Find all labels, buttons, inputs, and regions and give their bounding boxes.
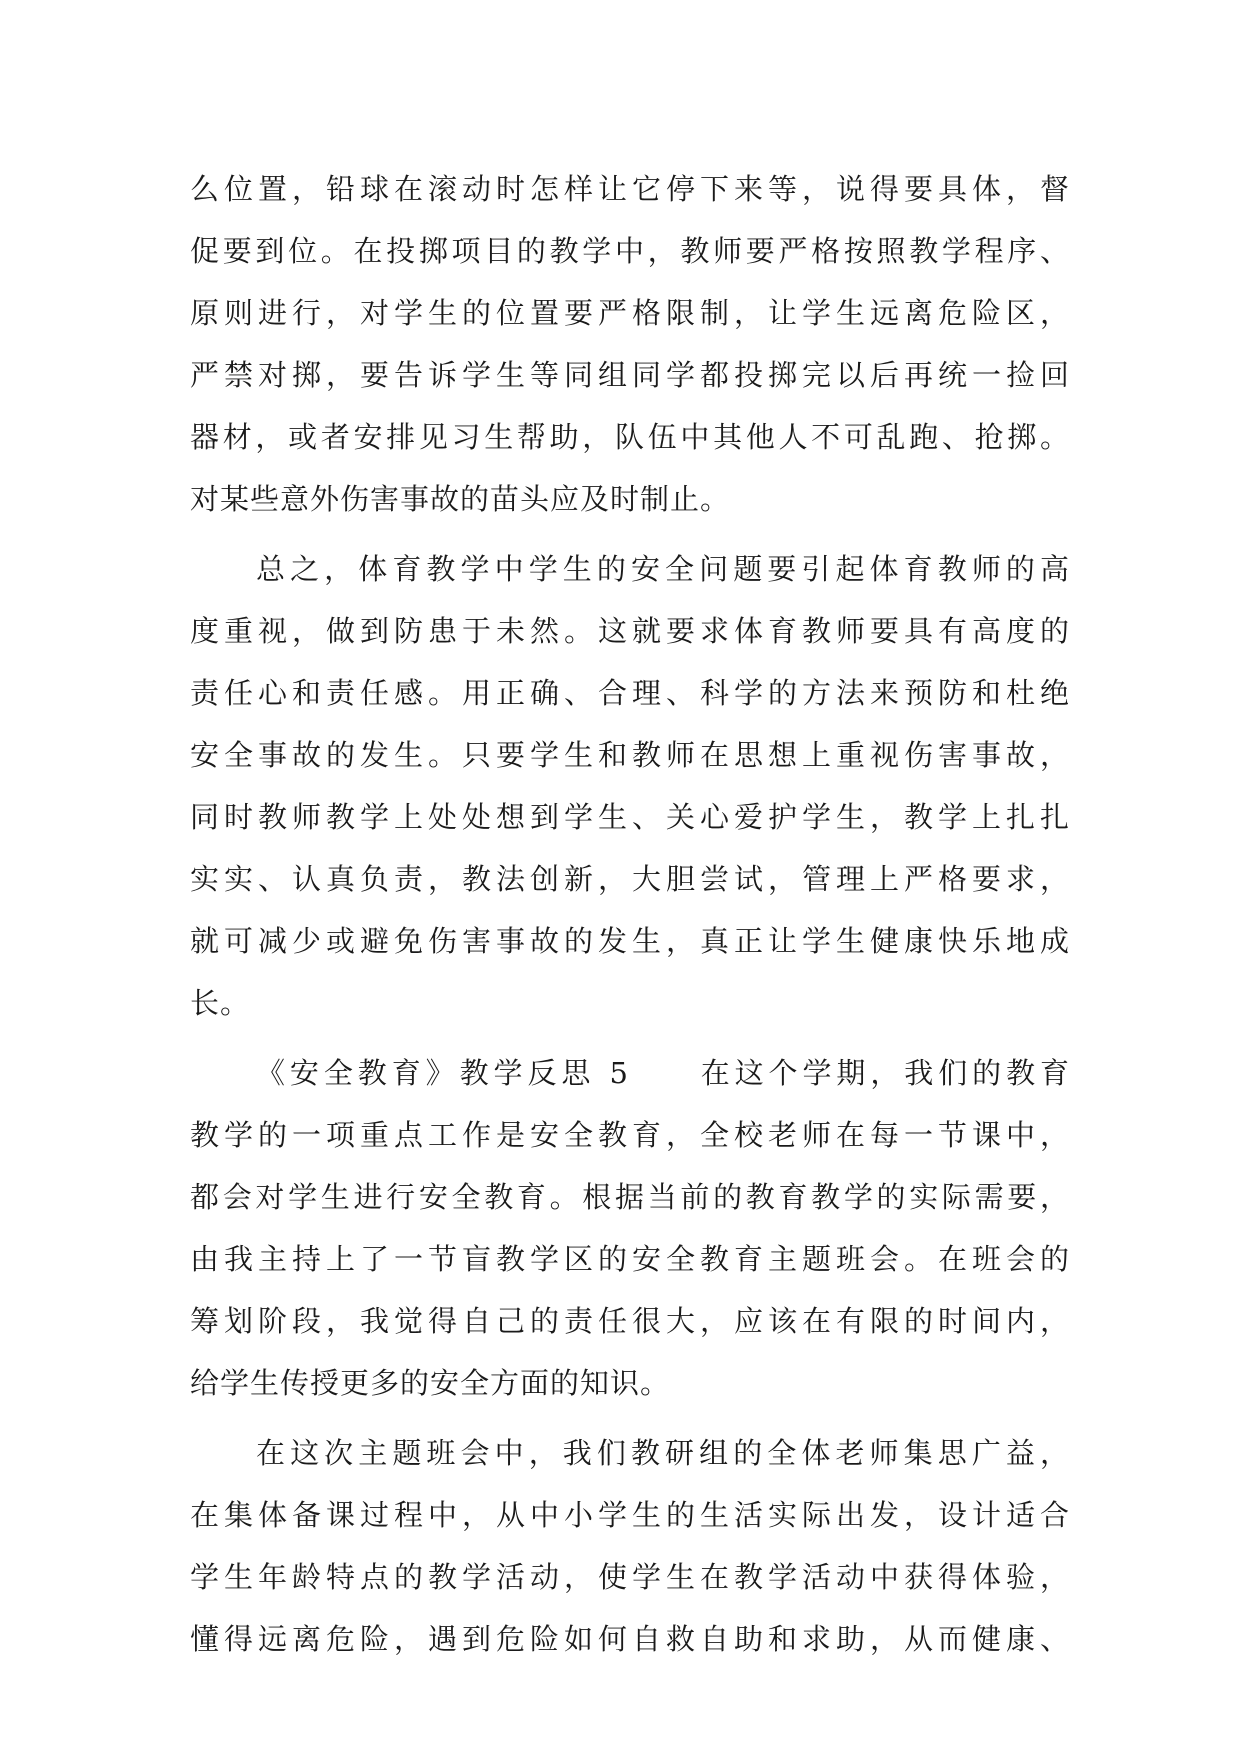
text-line: 总之，体育教学中学生的安全问题要引起体育教师的高 <box>256 552 1070 586</box>
text-line: 给学生传授更多的安全方面的知识。 <box>190 1366 671 1400</box>
text-line: 度重视，做到防患于未然。这就要求体育教师要具有高度的 <box>190 614 1070 648</box>
text-line: 器材，或者安排见习生帮助，队伍中其他人不可乱跑、抢掷。 <box>190 420 1070 454</box>
paragraph-2 <box>190 538 1070 1034</box>
paragraph-4 <box>190 1422 1070 1670</box>
text-line: 学生年龄特点的教学活动，使学生在教学活动中获得体验， <box>190 1560 1070 1594</box>
paragraph-gap <box>190 530 1070 538</box>
text-line: 严禁对掷，要告诉学生等同组同学都投掷完以后再统一捡回 <box>190 358 1070 392</box>
text-line: 么位置，铅球在滚动时怎样让它停下来等，说得要具体，督 <box>190 172 1070 206</box>
text-line: 责任心和责任感。用正确、合理、科学的方法来预防和杜绝 <box>190 676 1070 710</box>
text-line: 就可减少或避免伤害事故的发生，真正让学生健康快乐地成 <box>190 924 1070 958</box>
text-line: 原则进行，对学生的位置要严格限制，让学生远离危险区， <box>190 296 1070 330</box>
document-body <box>190 158 1070 1670</box>
text-line: 促要到位。在投掷项目的教学中，教师要严格按照教学程序、 <box>190 234 1070 268</box>
text-line: 实实、认真负责，教法创新，大胆尝试，管理上严格要求， <box>190 862 1070 896</box>
text-line: 同时教师教学上处处想到学生、关心爱护学生，教学上扎扎 <box>190 800 1070 834</box>
text-line: 都会对学生进行安全教育。根据当前的教育教学的实际需要， <box>190 1180 1070 1214</box>
paragraph-1 <box>190 158 1070 530</box>
paragraph-gap <box>190 1414 1070 1422</box>
paragraph-gap <box>190 1034 1070 1042</box>
text-line: 在集体备课过程中，从中小学生的生活实际出发，设计适合 <box>190 1498 1070 1532</box>
text-line: 长。 <box>190 986 251 1020</box>
text-line: 教学的一项重点工作是安全教育，全校老师在每一节课中， <box>190 1118 1070 1152</box>
paragraph-3 <box>190 1042 1070 1414</box>
text-line: 安全事故的发生。只要学生和教师在思想上重视伤害事故， <box>190 738 1070 772</box>
text-line: 《安全教育》教学反思 5 在这个学期，我们的教育 <box>256 1056 1070 1090</box>
text-line: 由我主持上了一节盲教学区的安全教育主题班会。在班会的 <box>190 1242 1070 1276</box>
text-line: 懂得远离危险，遇到危险如何自救自助和求助，从而健康、 <box>190 1622 1070 1656</box>
text-line: 筹划阶段，我觉得自己的责任很大，应该在有限的时间内， <box>190 1304 1070 1338</box>
text-line: 对某些意外伤害事故的苗头应及时制止。 <box>190 482 731 516</box>
text-line: 在这次主题班会中，我们教研组的全体老师集思广益， <box>256 1436 1070 1470</box>
